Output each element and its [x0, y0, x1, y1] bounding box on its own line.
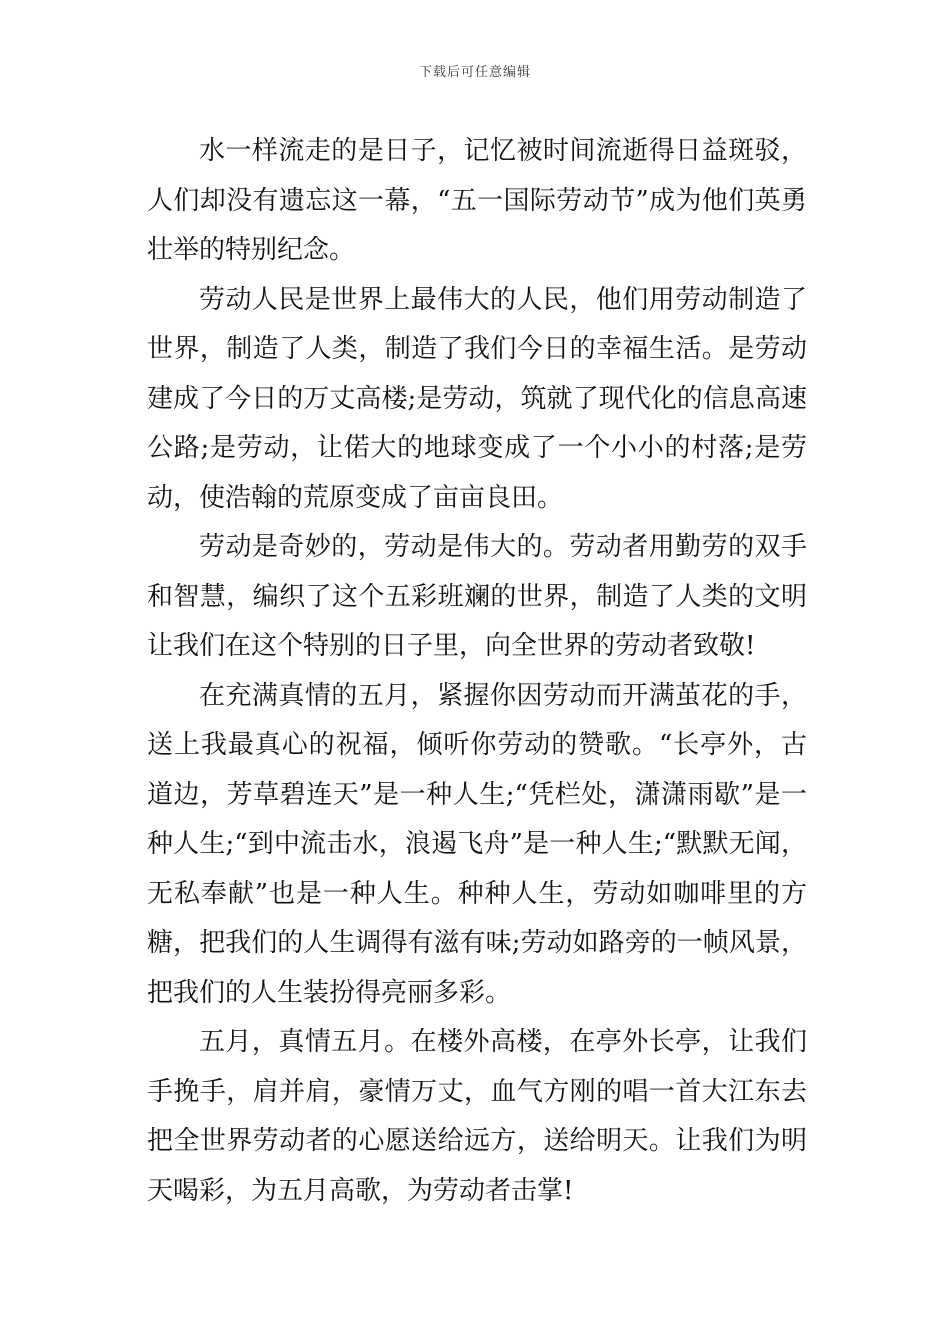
paragraph: 劳动是奇妙的，劳动是伟大的。劳动者用勤劳的双手和智慧，编织了这个五彩班斓的世界，制造了人类的文明让我们在这个特别的日子里，向全世界的劳动者致敬! — [147, 532, 807, 661]
paragraph: 劳动人民是世界上最伟大的人民，他们用劳动制造了世界，制造了人类，制造了我们今日的幸福生活。是劳动建成了今日的万丈高楼;是劳动，筑就了现代化的信息高速公路;是劳动，让偌大的地球变成了一个小小的村落;是劳动，使浩翰的荒原变成了亩亩良田。 — [147, 284, 807, 513]
paragraph: 水一样流走的是日子，记忆被时间流逝得日益斑驳，人们却没有遗忘这一幕，“五一国际劳动节”成为他们英勇壮举的特别纪念。 — [147, 136, 807, 265]
paragraph: 五月，真情五月。在楼外高楼，在亭外长亭，让我们手挽手，肩并肩，豪情万丈，血气方刚的唱一首大江东去把全世界劳动者的心愿送给远方，送给明天。让我们为明天喝彩，为五月高歌，为劳动者击掌! — [147, 1027, 807, 1206]
document-body — [147, 127, 807, 1216]
paragraph: 在充满真情的五月，紧握你因劳动而开满茧花的手，送上我最真心的祝福，倾听你劳动的赞歌。“长亭外，古道边，芳草碧连天”是一种人生;“凭栏处，潇潇雨歇”是一种人生;“到中流击水，浪遏飞舟”是一种人生;“默默无闻，无私奉献”也是一种人生。种种人生，劳动如咖啡里的方糖，把我们的人生调得有滋有味;劳动如路旁的一帧风景，把我们的人生装扮得亮丽多彩。 — [147, 680, 807, 1008]
page-header: 下载后可任意编辑 — [418, 65, 531, 80]
